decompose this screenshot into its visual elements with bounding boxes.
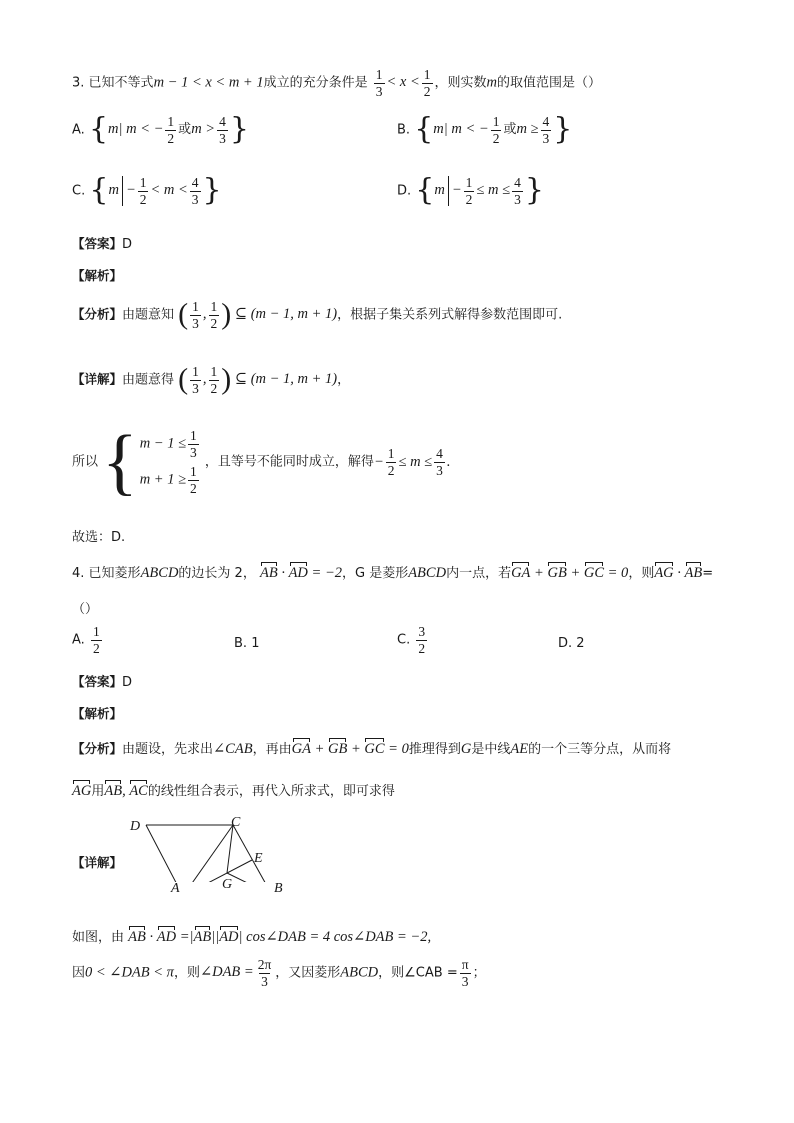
q4-option-a: A. $\frac{1}{2}$ bbox=[72, 624, 100, 656]
label-g: G bbox=[222, 877, 233, 892]
label-b: B bbox=[274, 881, 283, 892]
q3-system: 所以 { m − 1 ≤ $\frac{1}{3}$ m + 1 ≥ $\frac{1}{2}$ ，且等号不能同时成立，解得− $\frac{1}{2}$ ≤ m ≤ $\frac{4}{3}$ . bbox=[72, 421, 451, 503]
q4-stem: 4. 已知菱形ABCD的边长为 2， AB · AD = −2，G 是菱形ABCD内一点，若GA + GB + GC = 0，则AG · AB= bbox=[72, 565, 714, 581]
q3-answer: 【答案】D bbox=[72, 236, 133, 252]
q4-fenxi-line1: 【分析】由题设，先求出∠CAB，再由GA + GB + GC = 0推理得到G是中线AE的一个三等分点，从而将 bbox=[72, 741, 672, 757]
q4-angle: 因0 < ∠DAB < π，则∠DAB = $\frac{2\pi}{3}$ ，又因菱形ABCD，则∠CAB = $\frac{\pi}{3}$ ； bbox=[72, 957, 486, 989]
q4-option-c: C. $\frac{3}{2}$ bbox=[397, 624, 426, 656]
q3-xiangjie: 【详解】由题意得 ( $\frac{1}{3}$ , $\frac{1}{2}$ ) ⊆ (m − 1, m + 1)， bbox=[72, 363, 351, 396]
label-a: A bbox=[171, 881, 180, 892]
label-c: C bbox=[231, 815, 241, 830]
rhombus-labels bbox=[125, 812, 295, 892]
q4-blank: （） bbox=[72, 602, 99, 617]
q4-option-b: B. 1 bbox=[234, 636, 260, 651]
q3-choice: 故选：D. bbox=[72, 530, 126, 545]
q4-answer: 【答案】D bbox=[72, 674, 133, 690]
q4-dot-product: 如图，由 AB · AD =|AB||AD| cos∠DAB = 4 cos∠DAB = −2, bbox=[72, 929, 432, 945]
q3-option-b: B. {m| m < − $\frac{1}{2}$ 或m ≥ $\frac{4}{3}$ } bbox=[397, 112, 573, 147]
q3-fenxi: 【分析】由题意知 ( $\frac{1}{3}$ , $\frac{1}{2}$ ) ⊆ (m − 1, m + 1)，根据子集关系列式解得参数范围即可. bbox=[72, 298, 563, 331]
q3-analysis-label: 【解析】 bbox=[72, 268, 123, 283]
q3-stem: 3. 已知不等式m − 1 < x < m + 1成立的充分条件是 $\frac{1}{3}$ < x < $\frac{1}{2}$ ，则实数m的取值范围是（） bbox=[72, 67, 602, 99]
q3-option-a: A. {m| m < − $\frac{1}{2}$ 或m > $\frac{4}{3}$ } bbox=[72, 112, 249, 147]
q4-fenxi-line2: AG用AB, AC的线性组合表示，再代入所求式，即可求得 bbox=[72, 783, 395, 799]
q4-analysis-label: 【解析】 bbox=[72, 706, 123, 721]
label-d: D bbox=[130, 819, 141, 834]
q3-option-d: D. {m − $\frac{1}{2}$ ≤ m ≤ $\frac{4}{3}$ } bbox=[397, 173, 544, 208]
q4-option-d: D. 2 bbox=[558, 636, 585, 651]
label-e: E bbox=[254, 851, 263, 866]
q3-option-c: C. {m − $\frac{1}{2}$ < m < $\frac{4}{3}$ } bbox=[72, 173, 222, 208]
q4-xiangjie-label: 【详解】 bbox=[72, 855, 123, 870]
